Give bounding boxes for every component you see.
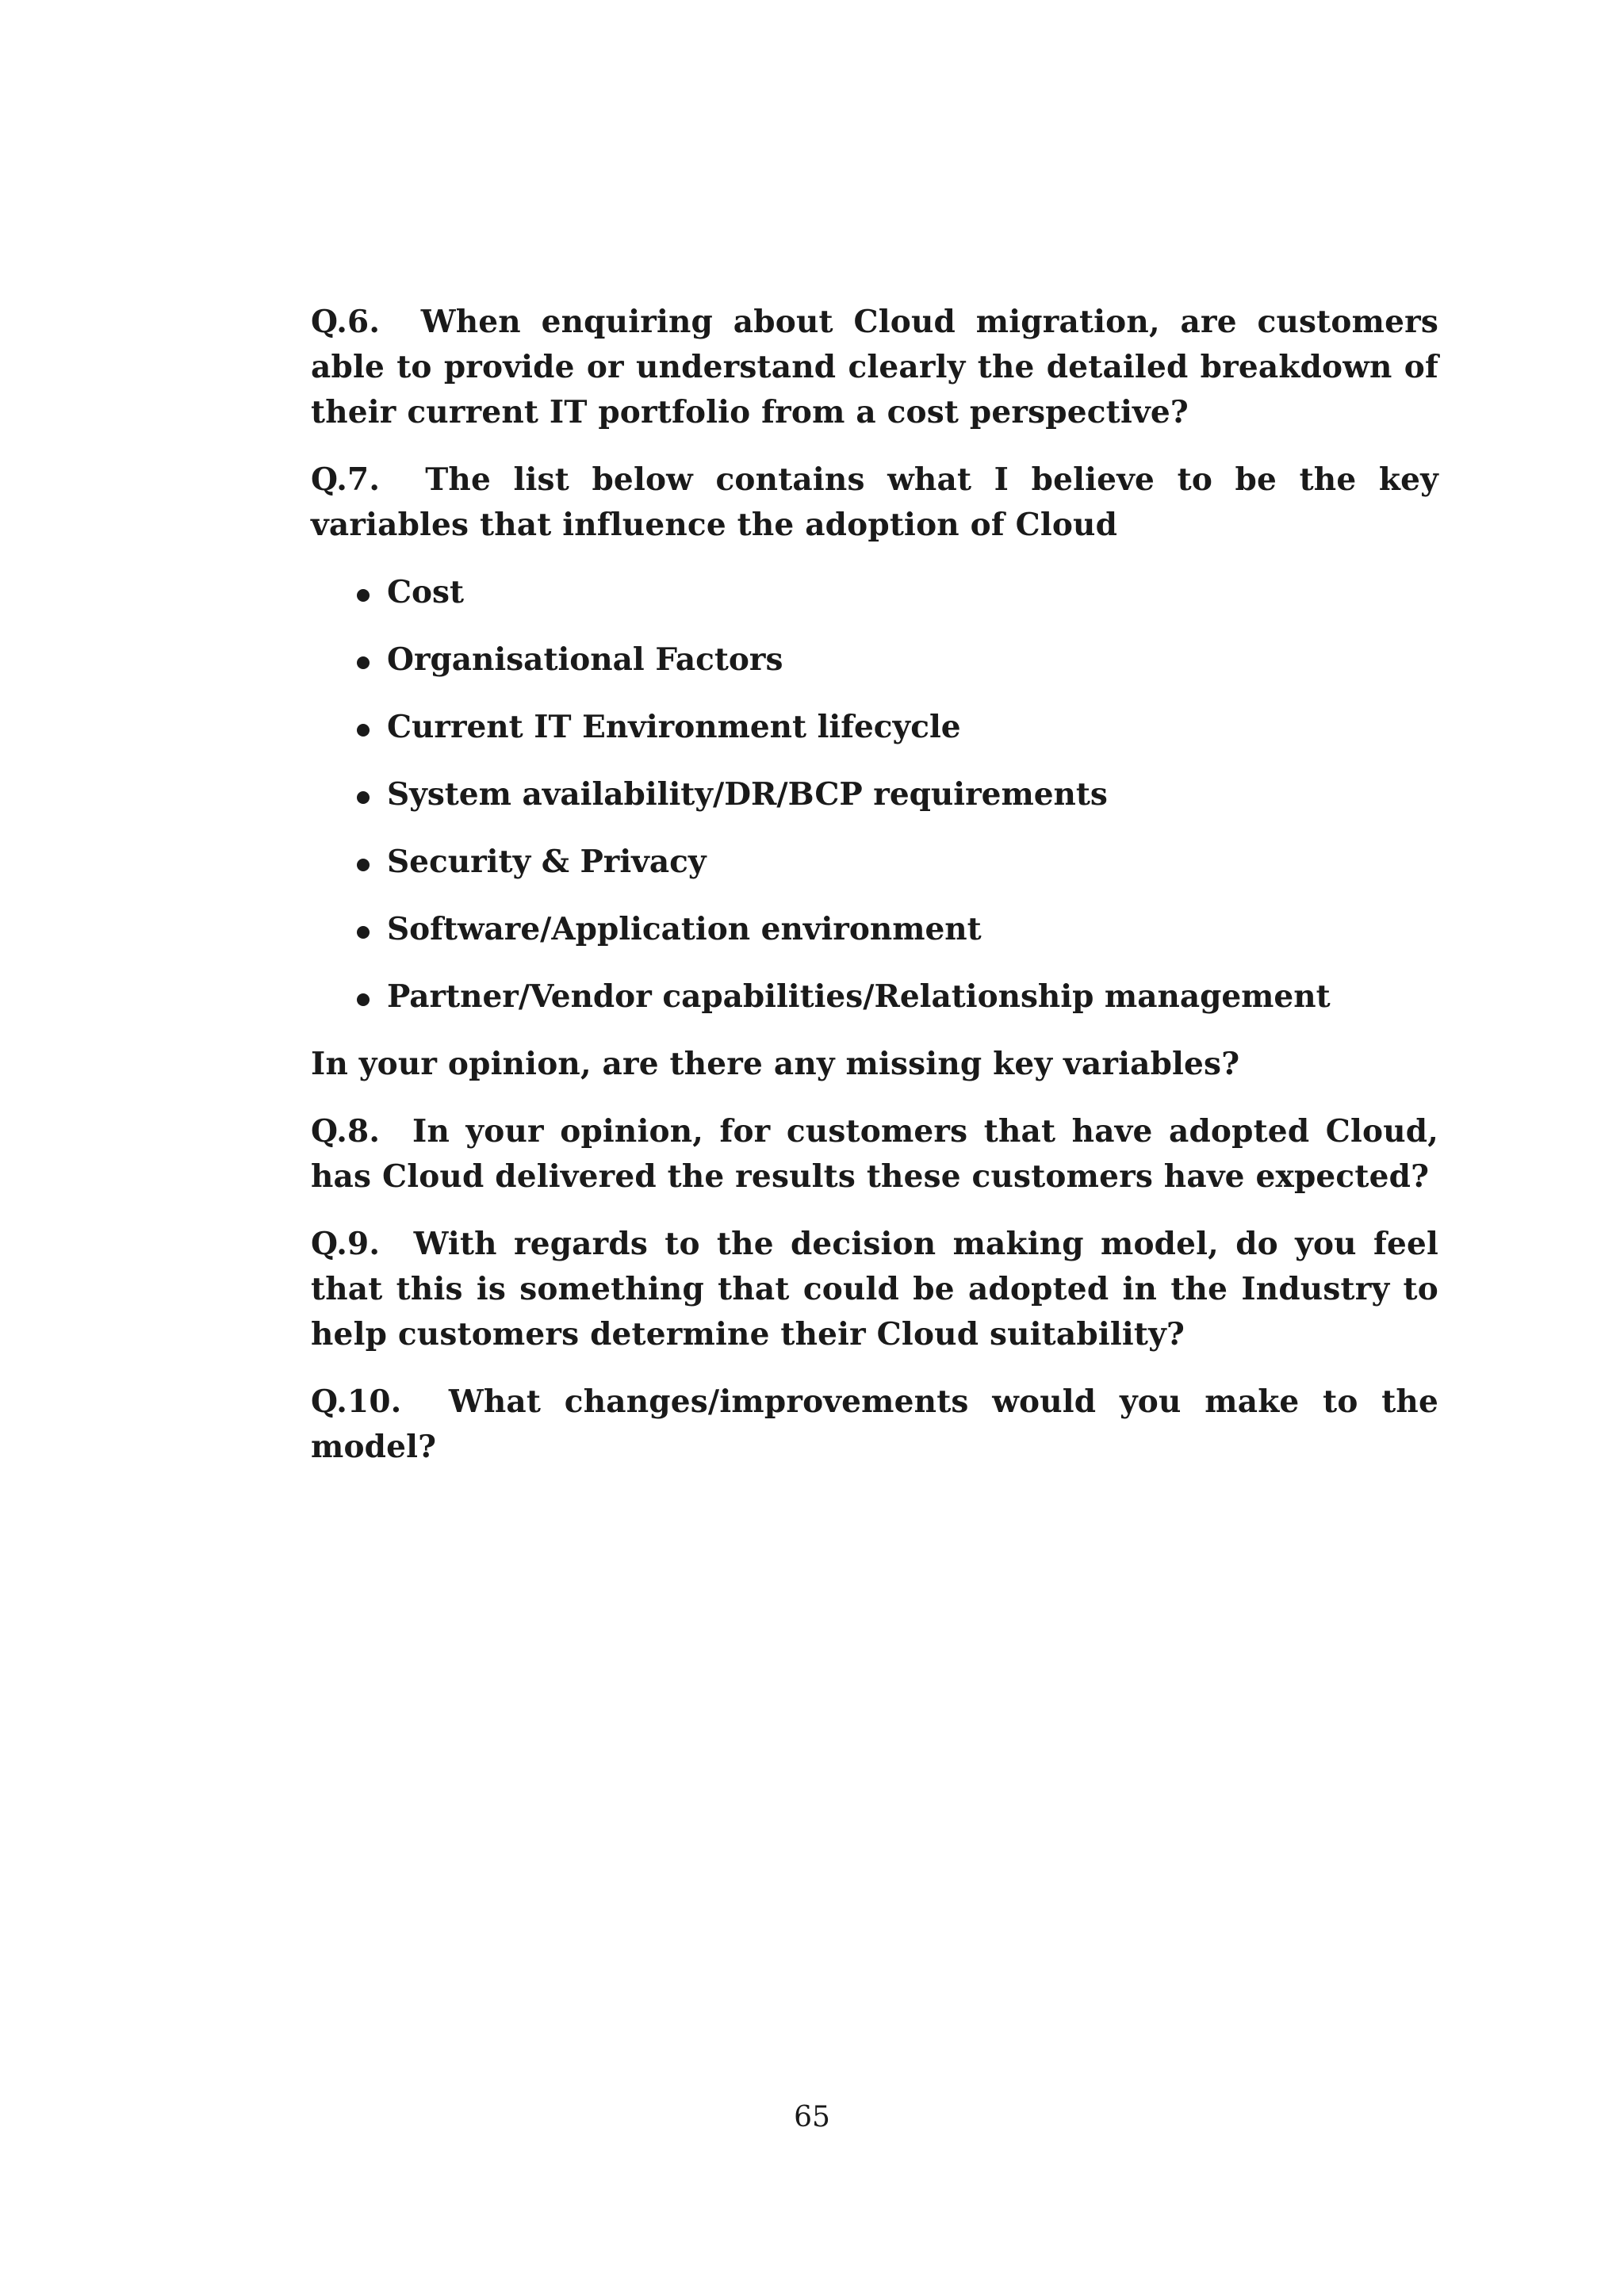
question-7 [311,457,1438,548]
question-10-text: What changes/improvements would you make to the model? [311,1383,1438,1465]
question-7-followup: In your opinion, are there any missing key variables? [311,1046,1240,1082]
page-content [311,300,1438,1470]
list-item-text: Organisational Factors [387,641,783,678]
question-10-label: Q.10. [311,1383,402,1420]
page-number: 65 [794,2101,830,2133]
list-item [311,570,1438,615]
key-variables-list [311,570,1438,1020]
bullet-icon [357,589,370,602]
list-item-text: Current IT Environment lifecycle [387,709,961,745]
question-9-label: Q.9. [311,1226,381,1262]
list-item [311,974,1438,1020]
question-10 [311,1380,1438,1470]
bullet-icon [357,724,370,737]
list-item-text: Security & Privacy [387,844,707,880]
question-6 [311,300,1438,435]
list-item [311,840,1438,885]
list-item-text: Software/Application environment [387,911,982,947]
question-9-text: With regards to the decision making model, do you feel that this is something that could be adopted in the Industry to help customers determine their Cloud suitability? [311,1226,1438,1353]
question-6-text: When enquiring about Cloud migration, are customers able to provide or understand clearly the detailed breakdown of their current IT portfolio from a cost perspective? [311,304,1438,430]
bullet-icon [357,791,370,804]
list-item [311,907,1438,952]
question-7-text: The list below contains what I believe to be the key variables that influence the adoption of Cloud [311,461,1438,543]
bullet-icon [357,859,370,871]
question-8-text: In your opinion, for customers that have adopted Cloud, has Cloud delivered the results these customers have expected? [311,1113,1438,1195]
list-item [311,772,1438,817]
list-item [311,637,1438,683]
question-8-label: Q.8. [311,1113,381,1150]
question-7-label: Q.7. [311,461,381,498]
list-item-text: System availability/DR/BCP requirements [387,776,1108,813]
bullet-icon [357,993,370,1006]
list-item [311,705,1438,750]
question-8 [311,1109,1438,1200]
bullet-icon [357,926,370,939]
list-item-text: Cost [387,574,465,610]
list-item-text: Partner/Vendor capabilities/Relationship management [387,978,1331,1015]
question-9 [311,1222,1438,1357]
bullet-icon [357,656,370,669]
question-6-label: Q.6. [311,304,381,340]
